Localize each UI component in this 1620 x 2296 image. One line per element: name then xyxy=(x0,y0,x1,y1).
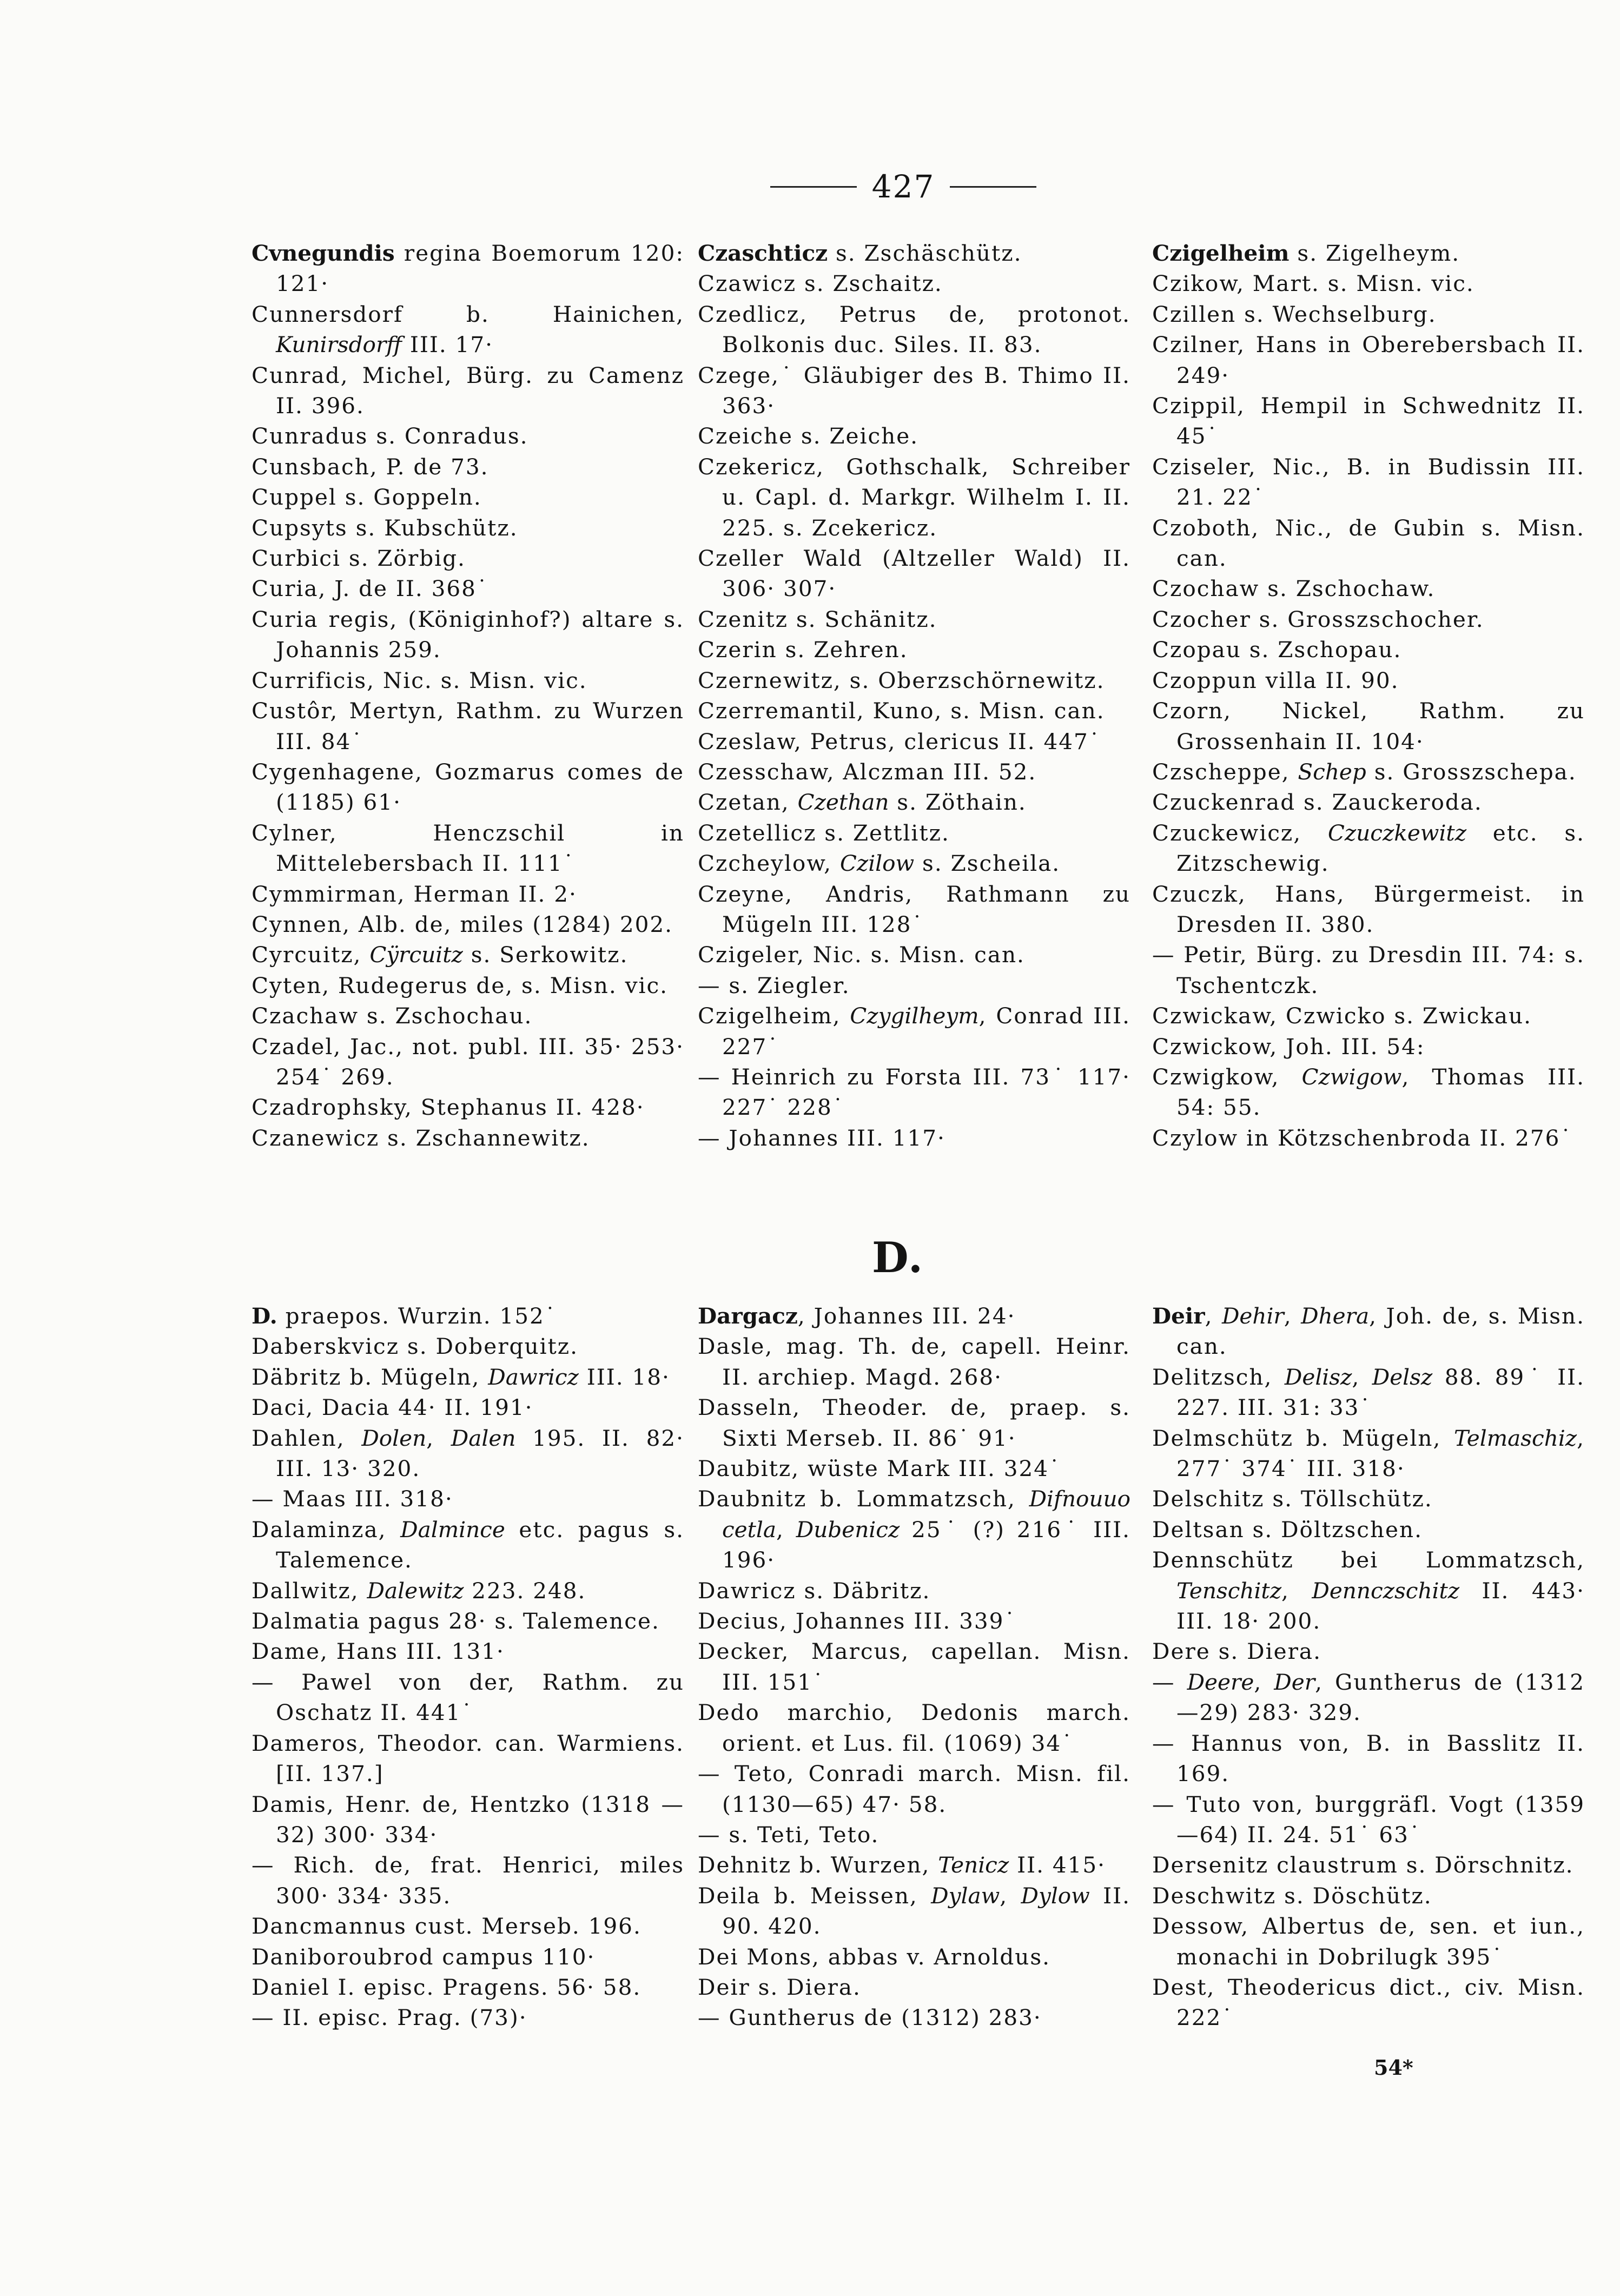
entry-headword: Dargacz xyxy=(698,1303,798,1329)
entry-text: , xyxy=(426,1425,451,1451)
index-entry xyxy=(698,1453,1130,1484)
index-entry xyxy=(698,939,1130,970)
index-entry xyxy=(1152,939,1585,1001)
entry-text: Czylow in Kötzschenbroda II. 276˙ xyxy=(1152,1124,1572,1151)
index-entry xyxy=(698,1697,1130,1758)
index-entry xyxy=(698,1636,1130,1697)
index-entry xyxy=(252,452,684,482)
index-entry xyxy=(1152,787,1585,817)
index-entry xyxy=(252,1911,684,1941)
index-entry xyxy=(1152,1545,1585,1636)
entry-text: Czwigkow, xyxy=(1152,1063,1302,1090)
entry-text: Czawicz s. Zschaitz. xyxy=(698,270,943,297)
entry-text: Czikow, Mart. s. Misn. vic. xyxy=(1152,270,1474,297)
entry-text: Daniboroubrod campus 110· xyxy=(252,1943,596,1970)
entry-text: Dennschütz bei Lommatzsch, xyxy=(1152,1547,1585,1573)
entry-variant-spelling: Dalewitz xyxy=(367,1577,464,1604)
entry-text: Cuppel s. Goppeln. xyxy=(252,484,482,511)
index-entry xyxy=(252,573,684,604)
entry-text: Czetellicz s. Zettlitz. xyxy=(698,819,950,846)
entry-text: Cunradus s. Conradus. xyxy=(252,423,528,449)
entry-text: Czillen s. Wechselburg. xyxy=(1152,301,1437,327)
index-column-2-top xyxy=(698,238,1130,1153)
entry-text: Cunsbach, P. de 73. xyxy=(252,453,489,480)
entry-text: Czippil, Hempil in Schwednitz II. 45˙ xyxy=(1152,393,1585,449)
entry-text: Czeiche s. Zeiche. xyxy=(698,423,919,449)
header-rule-left xyxy=(770,186,857,188)
index-entry xyxy=(1152,1972,1585,2033)
index-entry xyxy=(698,1972,1130,2002)
entry-text: Deltsan s. Döltzschen. xyxy=(1152,1516,1423,1543)
entry-text: Czcheylow, xyxy=(698,850,840,877)
entry-variant-spelling: Delisz xyxy=(1284,1364,1352,1390)
entry-text: Decius, Johannes III. 339˙ xyxy=(698,1608,1016,1635)
entry-text: s. Grosszschepa. xyxy=(1366,758,1577,785)
entry-text: Deir s. Diera. xyxy=(698,1974,861,2000)
entry-text: Deila b. Meissen, xyxy=(698,1882,931,1909)
entry-text: Daci, Dacia 44· II. 191· xyxy=(252,1394,533,1421)
entry-text: Czachaw s. Zschochau. xyxy=(252,1003,533,1029)
index-entry xyxy=(698,848,1130,878)
index-entry xyxy=(1152,1881,1585,1911)
index-entry xyxy=(252,818,684,879)
entry-text: Dasseln, Theoder. de, praep. s. Sixti Merseb. II. 86˙ 91· xyxy=(698,1394,1130,1451)
index-entry xyxy=(1152,1667,1585,1728)
entry-text: s. Zigelheym. xyxy=(1289,240,1460,266)
entry-text: Czuckenrad s. Zauckeroda. xyxy=(1152,789,1483,816)
entry-text: Czetan, xyxy=(698,789,798,816)
index-entry xyxy=(252,909,684,939)
entry-text: Dancmannus cust. Merseb. 196. xyxy=(252,1913,642,1940)
entry-text: II. 90. 420. xyxy=(722,1882,1131,1940)
entry-variant-spelling: Dalen xyxy=(451,1425,516,1451)
index-entry xyxy=(1152,1850,1585,1880)
entry-text: Czwickaw, Czwicko s. Zwickau. xyxy=(1152,1003,1532,1029)
entry-variant-spelling: Dylow xyxy=(1021,1882,1090,1909)
index-entry xyxy=(1152,665,1585,696)
index-entry xyxy=(252,665,684,696)
index-entry xyxy=(698,421,1130,451)
index-entry xyxy=(1152,1031,1585,1062)
index-entry xyxy=(698,452,1130,543)
index-entry xyxy=(1152,1423,1585,1484)
index-entry xyxy=(698,604,1130,634)
index-entry xyxy=(252,1636,684,1666)
index-entry xyxy=(1152,1362,1585,1423)
index-entry xyxy=(1152,268,1585,299)
index-entry xyxy=(252,421,684,451)
index-entry xyxy=(252,1484,684,1514)
header-rule-right xyxy=(950,186,1036,188)
entry-text: Dame, Hans III. 131· xyxy=(252,1638,505,1665)
index-entry xyxy=(1152,818,1585,879)
index-entry xyxy=(698,238,1130,268)
index-entry xyxy=(1152,299,1585,329)
entry-text: Czwickow, Joh. III. 54: xyxy=(1152,1033,1425,1060)
entry-variant-spelling: Dubenicz xyxy=(796,1516,900,1543)
index-entry xyxy=(252,1362,684,1392)
entry-text: — s. Ziegler. xyxy=(698,972,850,998)
index-entry xyxy=(698,1484,1130,1575)
entry-text: — Guntherus de (1312) 283· xyxy=(698,2004,1042,2031)
entry-text: Cunrad, Michel, Bürg. zu Camenz II. 396. xyxy=(252,362,684,419)
entry-text: Cupsyts s. Kubschütz. xyxy=(252,514,518,541)
entry-text: Dawricz s. Däbritz. xyxy=(698,1577,931,1604)
entry-headword: Czigelheim xyxy=(1152,240,1290,266)
entry-variant-spelling: Dennczschitz xyxy=(1312,1577,1460,1604)
entry-text: — Heinrich zu Forsta III. 73˙ 117· 227˙ 228˙ xyxy=(698,1063,1130,1121)
entry-variant-spelling: Telmaschiz xyxy=(1453,1425,1577,1451)
index-entry xyxy=(252,1001,684,1031)
entry-text: Czeslaw, Petrus, clericus II. 447˙ xyxy=(698,728,1101,755)
index-entry xyxy=(698,1576,1130,1606)
entry-text: Czoboth, Nic., de Gubin s. Misn. can. xyxy=(1152,514,1585,572)
entry-text: Czekericz, Gothschalk, Schreiber u. Capl. d. Markgr. Wilhelm I. II. 225. s. Zcekericz. xyxy=(698,453,1130,541)
index-entry xyxy=(698,1123,1130,1153)
entry-text: 195. II. 82· III. 13· 320. xyxy=(276,1425,685,1482)
index-entry xyxy=(698,970,1130,1001)
section-heading: D. xyxy=(871,1233,924,1282)
entry-variant-spelling: Dawricz xyxy=(488,1364,579,1390)
entry-text: Delitzsch, xyxy=(1152,1364,1285,1390)
entry-text: — Maas III. 318· xyxy=(252,1486,453,1512)
entry-text: Cziseler, Nic., B. in Budissin III. 21. 22˙ xyxy=(1152,453,1585,511)
entry-variant-spelling: Der xyxy=(1274,1669,1315,1695)
index-entry xyxy=(252,696,684,757)
index-entry xyxy=(698,1062,1130,1123)
entry-text: Damis, Henr. de, Hentzko (1318 — 32) 300· 334· xyxy=(252,1791,684,1848)
entry-text: Cyten, Rudegerus de, s. Misn. vic. xyxy=(252,972,669,998)
entry-text: Daniel I. episc. Pragens. 56· 58. xyxy=(252,1974,642,2000)
entry-text: etc. pagus s. Talemence. xyxy=(276,1516,684,1573)
entry-text: Cymmirman, Herman II. 2· xyxy=(252,881,577,907)
index-entry xyxy=(252,238,684,299)
index-entry xyxy=(252,1667,684,1728)
index-entry xyxy=(1152,513,1585,574)
entry-variant-spelling: Delsz xyxy=(1372,1364,1433,1390)
entry-text: Czeller Wald (Altzeller Wald) II. 306· 307· xyxy=(698,545,1130,602)
index-entry xyxy=(252,970,684,1001)
index-entry xyxy=(1152,452,1585,513)
entry-text: Czerremantil, Kuno, s. Misn. can. xyxy=(698,698,1105,724)
entry-text: , Johannes III. 24· xyxy=(797,1303,1016,1329)
entry-text: Deschwitz s. Döschütz. xyxy=(1152,1882,1432,1909)
index-entry xyxy=(1152,604,1585,634)
entry-text: 223. 248. xyxy=(464,1577,586,1604)
index-entry xyxy=(698,1881,1130,1942)
index-entry xyxy=(252,879,684,909)
entry-text: Dallwitz, xyxy=(252,1577,367,1604)
entry-text: , 277˙ 374˙ III. 318· xyxy=(1176,1425,1585,1482)
index-entry xyxy=(1152,1001,1585,1031)
entry-text: Czenitz s. Schänitz. xyxy=(698,606,937,632)
entry-text: Czesschaw, Alczman III. 52. xyxy=(698,758,1037,785)
entry-text: , xyxy=(1281,1577,1312,1604)
entry-text: Czocher s. Grosszschocher. xyxy=(1152,606,1484,632)
entry-text: — Petir, Bürg. zu Dresdin III. 74: s. Tschentczk. xyxy=(1152,942,1585,998)
index-column-3-bottom xyxy=(1152,1301,1585,2033)
index-entry xyxy=(1152,1789,1585,1850)
index-entry xyxy=(252,1031,684,1093)
entry-text: Czilner, Hans in Oberebersbach II. 249· xyxy=(1152,332,1585,388)
index-entry xyxy=(1152,391,1585,452)
index-entry xyxy=(698,1606,1130,1636)
entry-text: Czochaw s. Zschochaw. xyxy=(1152,575,1436,602)
index-entry xyxy=(1152,1484,1585,1514)
entry-variant-spelling: Dalmince xyxy=(400,1516,505,1543)
index-entry xyxy=(252,2002,684,2033)
entry-headword: Czaschticz xyxy=(698,240,828,266)
entry-text: Custôr, Mertyn, Rathm. zu Wurzen III. 84˙ xyxy=(252,698,684,755)
entry-text: Daubnitz b. Lommatzsch, xyxy=(698,1486,1029,1512)
entry-variant-spelling: Tenschitz xyxy=(1176,1577,1282,1604)
entry-text: , Joh. de, s. Misn. can. xyxy=(1176,1303,1585,1360)
entry-variant-spelling: Difnouuo cetla xyxy=(722,1486,1130,1543)
entry-text: — Rich. de, frat. Henrici, miles 300· 334· 335. xyxy=(252,1852,684,1909)
entry-text: 88. 89˙ II. 227. III. 31: 33˙ xyxy=(1176,1364,1585,1421)
entry-text: praepos. Wurzin. 152˙ xyxy=(277,1303,557,1329)
index-entry xyxy=(252,757,684,818)
index-entry xyxy=(252,1972,684,2002)
entry-text: Dere s. Diera. xyxy=(1152,1638,1321,1665)
index-entry xyxy=(698,665,1130,696)
index-entry xyxy=(698,1942,1130,1972)
index-entry xyxy=(252,1576,684,1606)
entry-headword: Cvnegundis xyxy=(252,240,395,266)
entry-text: III. 17· xyxy=(402,332,494,358)
entry-variant-spelling: Czethan xyxy=(797,789,889,816)
entry-text: Dehnitz b. Wurzen, xyxy=(698,1852,938,1878)
entry-text: Czernewitz, s. Oberzschörnewitz. xyxy=(698,667,1105,693)
index-entry xyxy=(698,757,1130,787)
entry-text: Czanewicz s. Zschannewitz. xyxy=(252,1124,590,1151)
entry-text: , xyxy=(776,1516,796,1543)
entry-headword: Deir xyxy=(1152,1303,1205,1329)
entry-text: s. Zscheila. xyxy=(914,850,1061,877)
entry-text: Czuczk, Hans, Bürgermeist. in Dresden II. 380. xyxy=(1152,881,1585,937)
entry-text: s. Serkowitz. xyxy=(462,942,629,968)
entry-text: Delschitz s. Töllschütz. xyxy=(1152,1486,1433,1512)
entry-text: Däbritz b. Mügeln, xyxy=(252,1364,488,1390)
entry-text: Dersenitz claustrum s. Dörschnitz. xyxy=(1152,1852,1574,1878)
index-entry xyxy=(252,1123,684,1153)
entry-text: Dahlen, xyxy=(252,1425,362,1451)
index-entry xyxy=(698,1758,1130,1819)
entry-text: Czopau s. Zschopau. xyxy=(1152,637,1402,663)
index-entry xyxy=(252,1728,684,1789)
entry-text: , xyxy=(1000,1882,1021,1909)
entry-text: Dalmatia pagus 28· s. Talemence. xyxy=(252,1608,660,1635)
entry-text: Czuckewicz, xyxy=(1152,819,1328,846)
index-entry xyxy=(252,1606,684,1636)
index-entry xyxy=(1152,879,1585,940)
entry-text: — II. episc. Prag. (73)· xyxy=(252,2004,527,2031)
index-entry xyxy=(698,543,1130,604)
entry-variant-spelling: Cÿrcuitz xyxy=(369,942,463,968)
index-entry xyxy=(698,818,1130,848)
index-entry xyxy=(698,1392,1130,1453)
entry-text: Czorn, Nickel, Rathm. zu Grossenhain II. 104· xyxy=(1152,698,1585,755)
entry-text: Currificis, Nic. s. Misn. vic. xyxy=(252,667,587,693)
entry-text: regina Boemorum 120: 121· xyxy=(276,240,684,297)
entry-variant-spelling: Dhera xyxy=(1301,1303,1370,1329)
entry-text: Dedo marchio, Dedonis march. orient. et Lus. fil. (1069) 34˙ xyxy=(698,1699,1130,1756)
index-entry xyxy=(252,299,684,360)
entry-text: II. 415· xyxy=(1009,1852,1106,1878)
entry-text: — xyxy=(1152,1669,1187,1695)
entry-text: Czoppun villa II. 90. xyxy=(1152,667,1399,693)
entry-text: Cyrcuitz, xyxy=(252,942,370,968)
index-entry xyxy=(698,1001,1130,1062)
index-entry xyxy=(252,939,684,970)
index-entry xyxy=(698,360,1130,421)
entry-text: — Teto, Conradi march. Misn. fil. (1130—65) 47· 58. xyxy=(698,1761,1130,1817)
index-entry xyxy=(252,1514,684,1576)
entry-text: Dest, Theodericus dict., civ. Misn. 222˙ xyxy=(1152,1974,1585,2031)
index-entry xyxy=(252,360,684,421)
index-entry xyxy=(252,482,684,512)
index-entry xyxy=(252,1331,684,1361)
entry-variant-spelling: Dylaw xyxy=(931,1882,1000,1909)
entry-text: III. 18· xyxy=(578,1364,670,1390)
entry-text: — Hannus von, B. in Basslitz II. 169. xyxy=(1152,1730,1585,1787)
entry-variant-spelling: Deere xyxy=(1187,1669,1254,1695)
entry-text: Cygenhagene, Gozmarus comes de (1185) 61· xyxy=(252,758,684,816)
index-entry xyxy=(698,634,1130,665)
index-entry xyxy=(252,1942,684,1972)
entry-text: II. 443· III. 18· 200. xyxy=(1176,1577,1585,1635)
index-entry xyxy=(698,787,1130,817)
index-entry xyxy=(1152,696,1585,757)
entry-text: , Guntherus de (1312 —29) 283· 329. xyxy=(1176,1669,1585,1726)
entry-text: Cunnersdorf b. Hainichen, xyxy=(252,301,684,327)
index-entry xyxy=(1152,329,1585,391)
index-entry xyxy=(698,879,1130,940)
entry-text: Dessow, Albertus de, sen. et iun., monachi in Dobrilugk 395˙ xyxy=(1152,1913,1585,1970)
page-number: 427 xyxy=(871,168,935,205)
index-entry xyxy=(252,604,684,665)
index-entry xyxy=(1152,1911,1585,1972)
index-entry xyxy=(1152,1514,1585,1545)
entry-text: Curia regis, (Königinhof?) altare s. Johannis 259. xyxy=(252,606,684,663)
entry-text: , Thomas III. 54: 55. xyxy=(1176,1063,1585,1121)
entry-variant-spelling: Czwigow xyxy=(1301,1063,1402,1090)
entry-variant-spelling: Tenicz xyxy=(938,1852,1009,1878)
entry-variant-spelling: Czuczkewitz xyxy=(1327,819,1467,846)
entry-variant-spelling: Dolen xyxy=(361,1425,427,1451)
entry-text: , Conrad III. 227˙ xyxy=(722,1003,1130,1060)
entry-text: Daberskvicz s. Doberquitz. xyxy=(252,1333,579,1360)
index-entry xyxy=(698,2002,1130,2033)
entry-text: , xyxy=(1205,1303,1222,1329)
index-entry xyxy=(252,1850,684,1911)
entry-text: Czscheppe, xyxy=(1152,758,1298,785)
index-entry xyxy=(698,299,1130,360)
entry-variant-spelling: Czilow xyxy=(839,850,915,877)
index-entry xyxy=(698,726,1130,757)
entry-text: Dameros, Theodor. can. Warmiens. [II. 137.] xyxy=(252,1730,684,1787)
entry-text: Czadel, Jac., not. publ. III. 35· 253· 254˙ 269. xyxy=(252,1033,684,1090)
entry-text: 25˙ (?) 216˙ III. 196· xyxy=(722,1516,1131,1573)
entry-text: — s. Teti, Teto. xyxy=(698,1821,880,1848)
entry-variant-spelling: Czygilheym xyxy=(850,1003,979,1029)
index-entry xyxy=(698,268,1130,299)
index-entry xyxy=(698,1301,1130,1331)
entry-variant-spelling: Dehir xyxy=(1221,1303,1284,1329)
index-entry xyxy=(252,1301,684,1331)
index-entry xyxy=(698,696,1130,726)
entry-text: — Johannes III. 117· xyxy=(698,1124,945,1151)
index-column-2-bottom xyxy=(698,1301,1130,2033)
index-entry xyxy=(252,1423,684,1484)
entry-text: , xyxy=(1284,1303,1301,1329)
index-entry xyxy=(252,1392,684,1422)
entry-text: s. Zöthain. xyxy=(889,789,1027,816)
index-entry xyxy=(1152,1301,1585,1362)
entry-text: Decker, Marcus, capellan. Misn. III. 151˙ xyxy=(698,1638,1130,1695)
entry-variant-spelling: Kunirsdorff xyxy=(276,332,402,358)
index-entry xyxy=(698,1331,1130,1392)
entry-text: Daubitz, wüste Mark III. 324˙ xyxy=(698,1455,1061,1482)
entry-text: Dei Mons, abbas v. Arnoldus. xyxy=(698,1943,1051,1970)
entry-text: Czege,˙ Gläubiger des B. Thimo II. 363· xyxy=(698,362,1130,419)
entry-text: Curia, J. de II. 368˙ xyxy=(252,575,489,602)
entry-text: Czeyne, Andris, Rathmann zu Mügeln III. 128˙ xyxy=(698,881,1130,937)
index-column-1-bottom xyxy=(252,1301,684,2033)
index-entry xyxy=(698,1819,1130,1850)
entry-headword: D. xyxy=(252,1303,277,1329)
index-entry xyxy=(1152,1636,1585,1666)
entry-text: Czerin s. Zehren. xyxy=(698,637,908,663)
index-entry xyxy=(1152,1062,1585,1123)
index-entry xyxy=(1152,573,1585,604)
index-entry xyxy=(1152,1123,1585,1153)
index-entry xyxy=(698,1850,1130,1880)
entry-text: — Tuto von, burggräfl. Vogt (1359 —64) II. 24. 51˙ 63˙ xyxy=(1152,1791,1585,1848)
index-entry xyxy=(252,513,684,543)
index-column-3-top xyxy=(1152,238,1585,1153)
index-entry xyxy=(252,1789,684,1850)
index-column-1-top xyxy=(252,238,684,1153)
index-entry xyxy=(252,1092,684,1122)
index-entry xyxy=(1152,1728,1585,1789)
entry-text: , xyxy=(1352,1364,1372,1390)
signature-mark: 54* xyxy=(1374,2055,1413,2080)
entry-text: etc. s. Zitzschewig. xyxy=(1176,819,1585,877)
entry-text: Delmschütz b. Mügeln, xyxy=(1152,1425,1454,1451)
entry-variant-spelling: Schep xyxy=(1298,758,1366,785)
entry-text: Curbici s. Zörbig. xyxy=(252,545,466,572)
index-entry xyxy=(1152,757,1585,787)
entry-text: Cylner, Henczschil in Mittelebersbach II. 111˙ xyxy=(252,819,684,877)
entry-text: Cynnen, Alb. de, miles (1284) 202. xyxy=(252,911,673,937)
page-header xyxy=(763,162,1044,211)
entry-text: Czadrophsky, Stephanus II. 428· xyxy=(252,1094,645,1121)
entry-text: Dalaminza, xyxy=(252,1516,401,1543)
entry-text: s. Zschäschütz. xyxy=(828,240,1022,266)
index-entry xyxy=(1152,634,1585,665)
entry-text: — Pawel von der, Rathm. zu Oschatz II. 441˙ xyxy=(252,1669,684,1726)
entry-text: Dasle, mag. Th. de, capell. Heinr. II. archiep. Magd. 268· xyxy=(698,1333,1130,1390)
index-entry xyxy=(252,543,684,573)
entry-text: Czedlicz, Petrus de, protonot. Bolkonis duc. Siles. II. 83. xyxy=(698,301,1130,358)
entry-text: Czigelheim, xyxy=(698,1003,850,1029)
index-entry xyxy=(1152,238,1585,268)
entry-text: , xyxy=(1254,1669,1274,1695)
entry-text: Czigeler, Nic. s. Misn. can. xyxy=(698,942,1025,968)
